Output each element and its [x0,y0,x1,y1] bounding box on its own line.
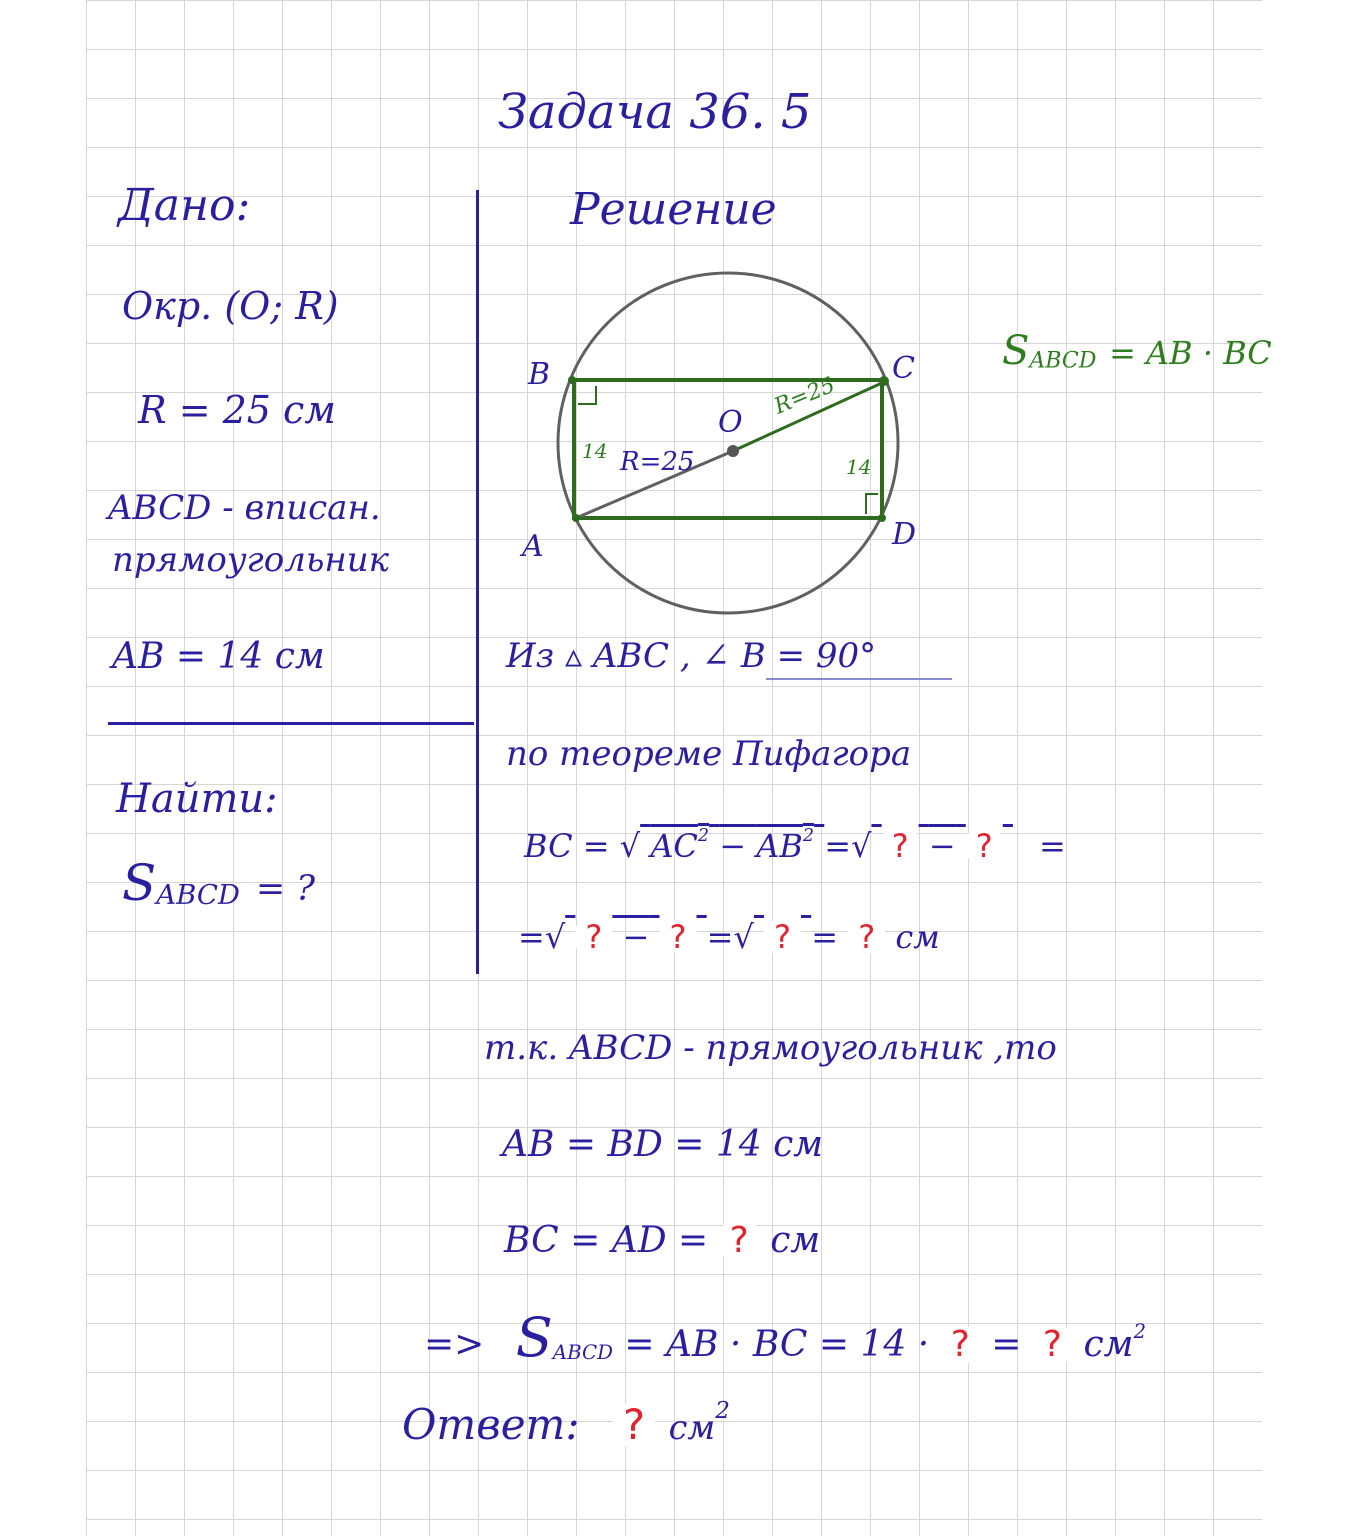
page-title: Задача 36. 5 [498,84,812,140]
bc-eq-1: = [824,826,852,865]
ab-bd-statement: AB = BD = 14 см [502,1124,824,1165]
label-c: C [892,351,915,386]
bc-prefix: BC = √ [524,826,641,865]
find-target-sub: ABCD [156,879,240,912]
area-result-sub: ABCD [552,1340,613,1364]
eval-eq-1: = [518,918,545,956]
bc-ac-power: 2 [697,826,710,846]
vertex-b-dot [568,376,576,384]
find-target-rest: = ? [255,869,316,909]
given-figure-line1: ABCD - вписан. [108,488,381,528]
label-side-right: 14 [846,455,872,479]
bc-eq-2: = [1038,826,1066,865]
pythagoras-line: по теореме Пифагора [506,734,912,774]
area-result-power: 2 [1133,1320,1147,1344]
label-radius-1: R=25 [620,447,695,477]
bc-minus-2: − [928,826,956,865]
circumscribed-circle [558,273,898,613]
bc-ad-label: BC = AD = [504,1220,709,1261]
solution-heading: Решение [570,184,777,235]
triangle-underline [766,678,952,680]
label-radius-2: R=25 [770,372,839,420]
question-mark: ? [891,826,909,865]
question-mark: ? [858,918,876,956]
question-mark: ? [622,1399,646,1449]
given-circle: Окр. (О; R) [122,284,339,328]
label-side-left: 14 [582,439,608,463]
eval-unit: см [895,918,940,956]
eval-eq-3: = [811,918,839,956]
right-angle-b [578,386,596,404]
bc-ad-statement [504,1220,820,1261]
question-mark: ? [975,826,993,865]
triangle-line: Из ▵ ABC , ∠ B = 90° [506,636,877,676]
vertex-d-dot [878,514,886,522]
implies-arrow: => [424,1324,485,1365]
bc-ad-unit: см [770,1220,821,1261]
area-formula-sub: ABCD [1029,348,1097,374]
vertex-a-dot [572,514,580,522]
vertex-c-dot [879,376,889,386]
question-mark: ? [1042,1324,1062,1365]
bc-ac: AC [650,826,698,865]
question-mark: ? [585,918,603,956]
right-angle-d [866,494,878,514]
bc-formula-line: BC = √ $AC^2 - AB^2$ =√ ? − ? = [524,826,1066,865]
answer-label: Ответ: [402,1399,580,1449]
bc-ab: AB [756,826,803,865]
question-mark: ? [729,1220,749,1261]
given-figure-line2: прямоугольник [112,540,389,580]
area-formula [1002,328,1272,374]
label-o: O [718,405,743,440]
area-result-mid: = AB · BC = 14 · [624,1324,930,1365]
given-radius: R = 25 см [138,388,336,432]
center-point [727,445,739,457]
answer-line [402,1398,730,1449]
answer-power: 2 [715,1398,730,1424]
question-mark: ? [669,918,687,956]
question-mark: ? [774,918,792,956]
given-side: AB = 14 см [112,636,325,677]
eval-minus: − [622,918,650,956]
bc-ab-power: 2 [802,826,815,846]
label-a: A [522,529,544,564]
bc-minus: − [719,826,747,865]
eval-eq-2: = [706,918,734,956]
find-heading: Найти: [116,776,278,822]
question-mark: ? [950,1324,970,1365]
area-formula-main: S [1002,328,1030,374]
area-formula-rest: = AB · BC [1109,334,1272,372]
answer-unit: см [668,1407,716,1447]
area-result-eq: = [991,1324,1022,1365]
label-b: B [528,357,551,392]
find-target-main: S [122,854,157,912]
area-result-line [424,1306,1146,1369]
rect-statement: т.к. ABCD - прямоугольник ,то [484,1028,1057,1068]
label-d: D [892,517,917,552]
area-result-unit: см [1083,1324,1134,1365]
bc-evaluation-line: =√ ? − ? =√ ? = ? см [518,918,940,956]
given-heading: Дано: [118,180,251,231]
area-result-s: S [515,1306,553,1369]
